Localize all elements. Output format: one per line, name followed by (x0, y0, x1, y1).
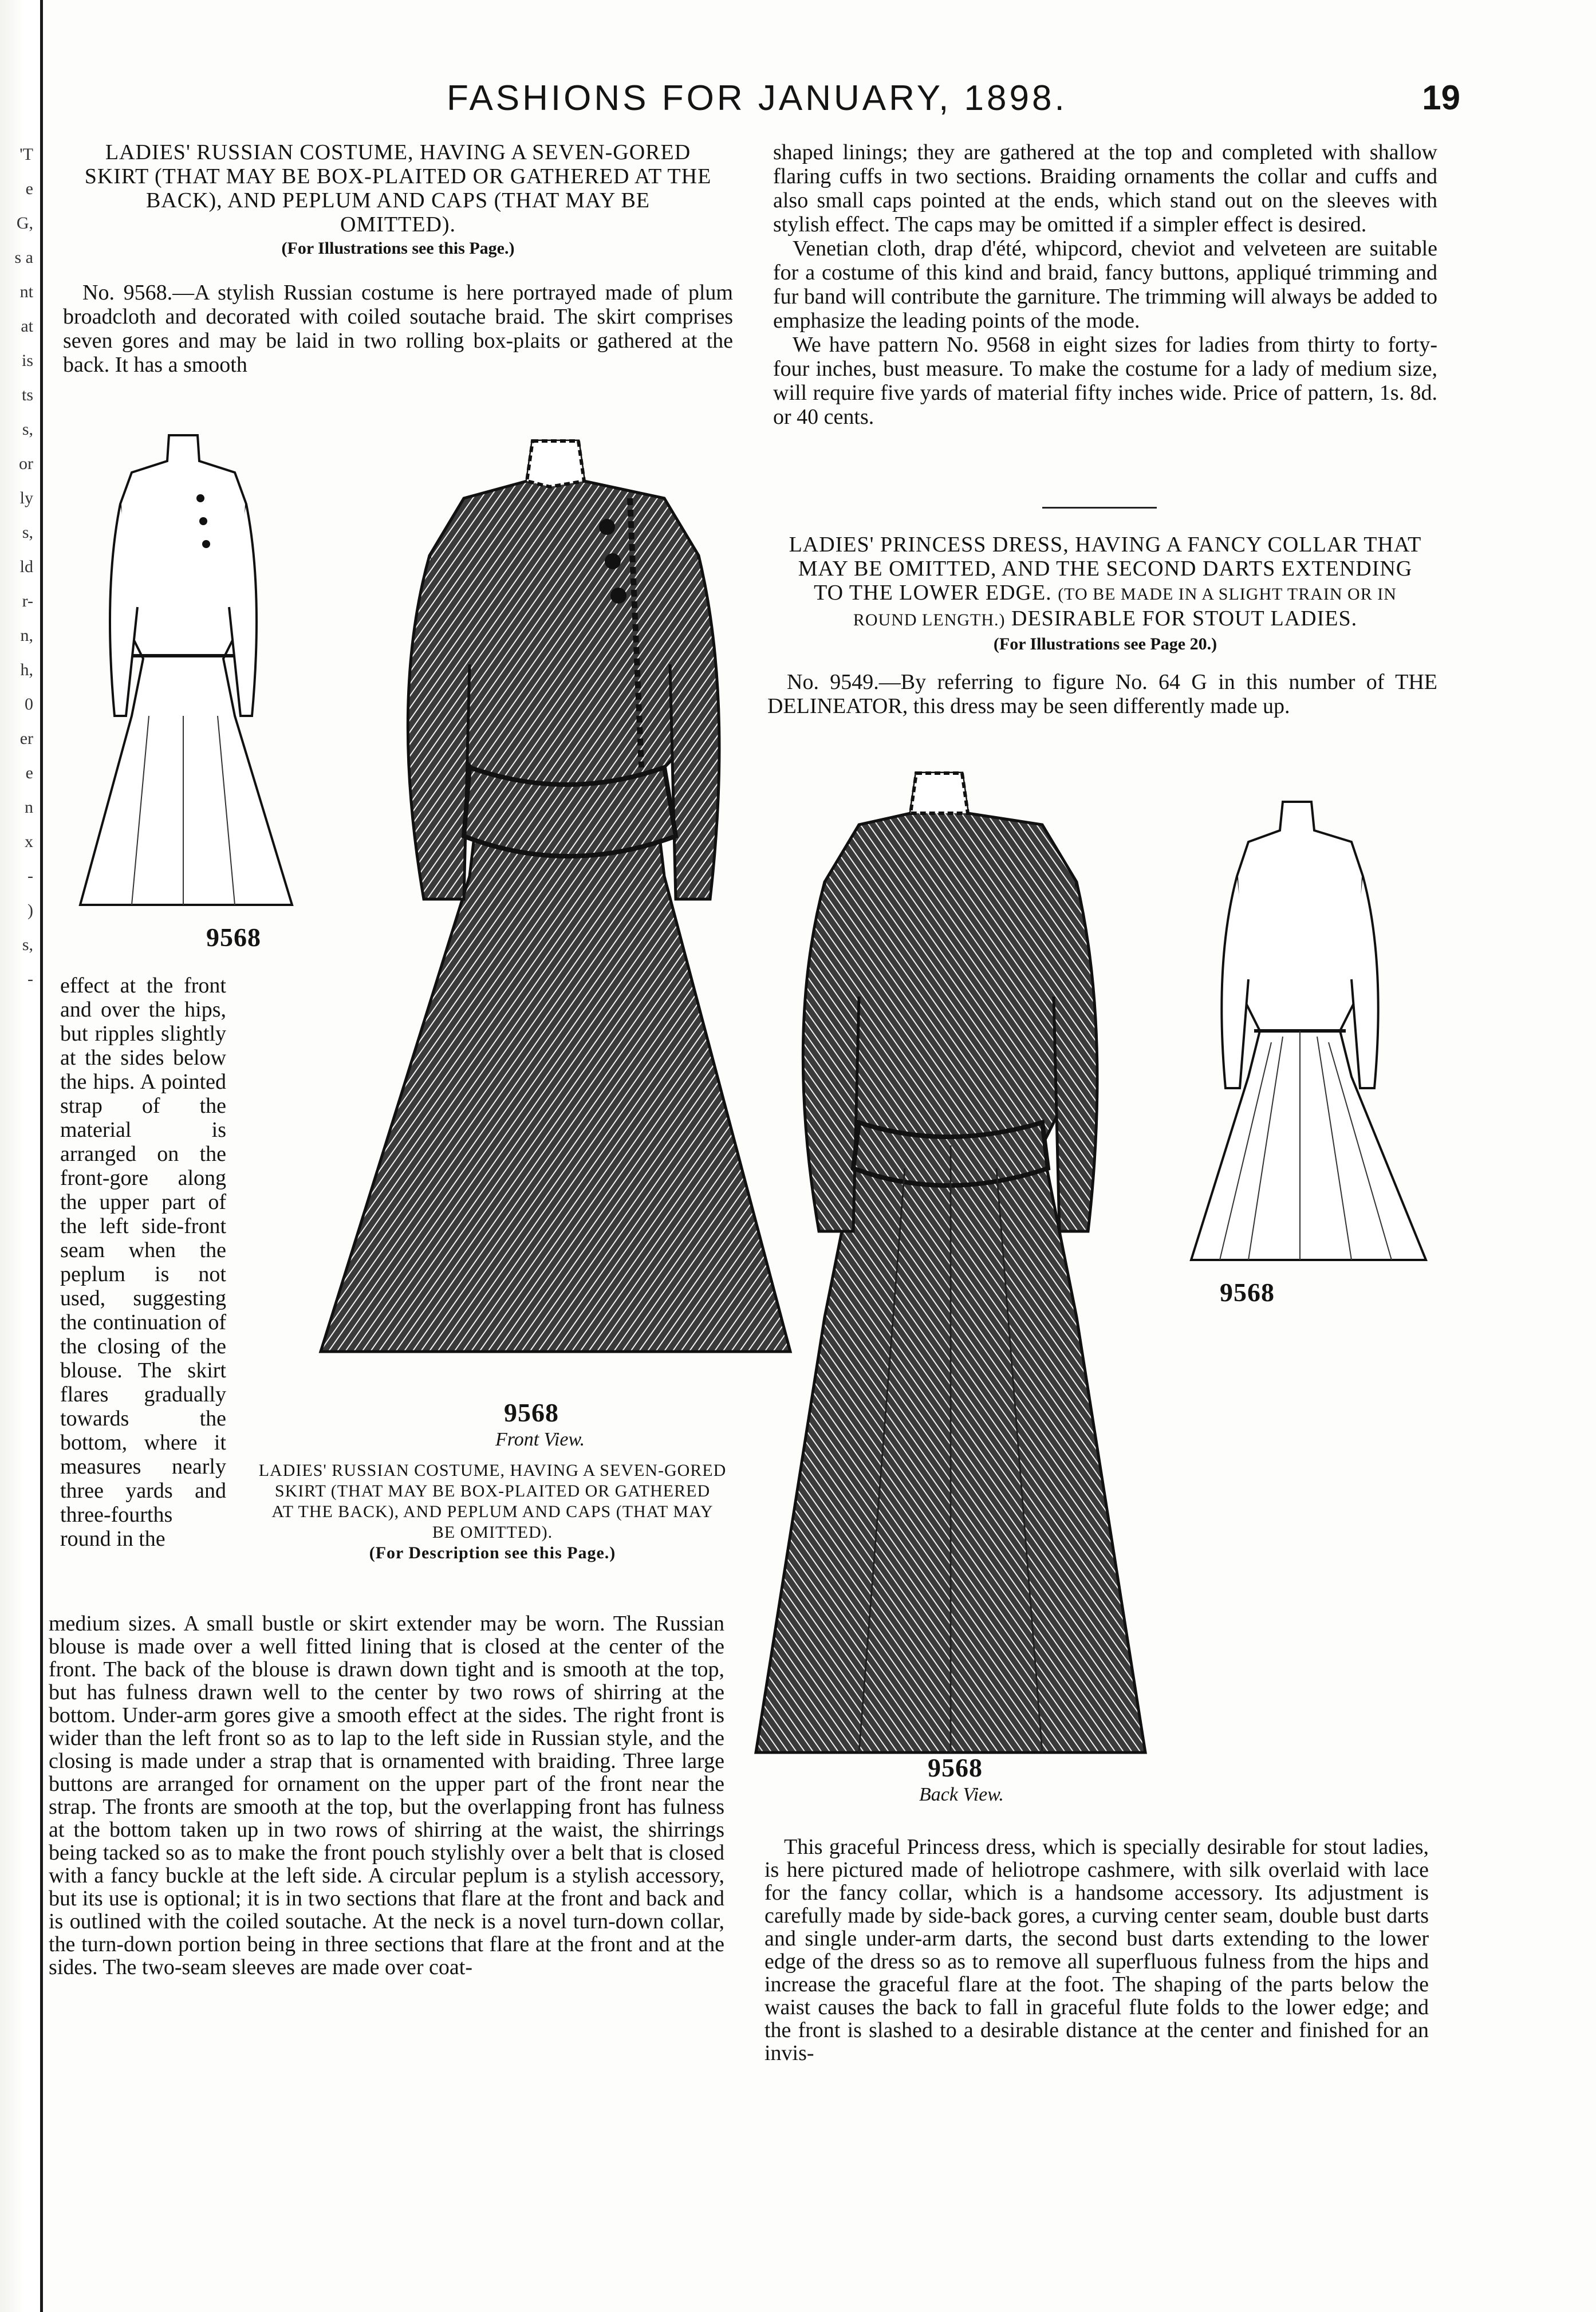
article1-cont-p1: shaped linings; they are gathered at the top and completed with shallow flaring cuffs in two sections. Braiding ornaments the collar and cuffs and also small caps pointed at the ends, which stand out on the sleeves with stylish effect. The caps may be omitted if a simpler effect is desired. (773, 140, 1437, 237)
article2-reference: (For Illustrations see Page 20.) (993, 635, 1217, 653)
article1-heading-line2: SKIRT (THAT MAY BE BOX-PLAITED OR GATHERED AT THE (84, 164, 712, 188)
margin-fragment: e (25, 763, 33, 782)
article2-body: This graceful Princess dress, which is specially desirable for stout ladies, is here pictured made of heliotrope cashmere, with silk overlaid with lace for the fancy collar, which is a handsome accessory. Its adjustment is carefully made by side-back gores, a curving center seam, double bust darts and single under-arm darts, the second bust darts extending to the lower edge of the dress so as to remove all superfluous fulness from the hips and increase the graceful flare at the foot. The shaping of the parts below the waist causes the back to fall in graceful flute folds to the lower edge; and the front is slashed to a desirable distance at the center and finished for an invis- (764, 1835, 1429, 2065)
figure-back-view-number: 9568 (928, 1753, 983, 1782)
margin-fragment: - (27, 866, 33, 885)
article2-heading-line3b: (TO BE MADE IN A SLIGHT TRAIN OR IN (1058, 585, 1397, 604)
margin-fragment: r- (22, 592, 33, 611)
margin-fragment: 0 (25, 695, 33, 714)
margin-fragment: er (19, 729, 33, 748)
adjacent-page-fragments (5, 137, 33, 997)
margin-fragment: s a (14, 248, 33, 267)
article1-continuation (773, 140, 1437, 429)
margin-fragment: n (25, 798, 33, 817)
margin-fragment: 'T (19, 145, 33, 164)
margin-fragment: ts (21, 385, 33, 404)
figure-small-front-number: 9568 (206, 923, 261, 952)
figure-back-view (744, 756, 1157, 1805)
margin-fragment: G, (16, 214, 33, 233)
margin-fragment: at (21, 317, 33, 336)
article1-body: medium sizes. A small bustle or skirt extender may be worn. The Russian blouse is made over a well fitted lining that is closed at the center of the front. The back of the blouse is drawn down tight and is smooth at the top, but has fulness drawn well to the center by two rows of shirring at the bottom. Under-arm gores give a smooth effect at the sides. The right front is wider than the left front so as to lap to the left side in Russian style, and the closing is made under a strap that is ornamented with braiding. Three large buttons are arranged for ornament on the upper part of the front near the strap. The fronts are smooth at the top, but the overlapping front has fulness at the bottom taken up in two rows of shirring at the waist, the shirrings being tacked so as to make the front pouch stylishly over a belt that is closed with a fancy buckle at the left side. A circular peplum is a stylish accessory, but its use is optional; it is in two sections that flare at the front and back and is outlined with the coiled soutache. At the neck is a novel turn-down collar, the turn-down portion being in three sections that flare at the front and at the sides. The two-seam sleeves are made over coat- (49, 1612, 724, 1979)
caption-reference: (For Description see this Page.) (369, 1543, 616, 1562)
article2-intro: No. 9549.—By referring to figure No. 64 G in this number of THE DELINEATOR, this dress may be seen differently made up. (767, 670, 1437, 718)
margin-fragment: s, (22, 935, 33, 954)
margin-fragment: nt (19, 282, 33, 301)
figure-small-back-number: 9568 (1220, 1278, 1275, 1307)
figure-front-view-label: Front View. (495, 1429, 585, 1450)
figure-front-view (298, 424, 813, 1450)
caption-line1: LADIES' RUSSIAN COSTUME, HAVING A SEVEN-GORED (258, 1461, 727, 1480)
caption-line4: BE OMITTED). (432, 1523, 553, 1542)
margin-fragment: or (19, 454, 33, 473)
caption-line3: AT THE BACK), AND PEPLUM AND CAPS (THAT MAY (271, 1502, 714, 1521)
article2-heading (767, 533, 1443, 656)
figure-small-back (1162, 790, 1437, 1307)
margin-fragment: ) (27, 901, 33, 920)
article1-heading-line1: LADIES' RUSSIAN COSTUME, HAVING A SEVEN-GORED (105, 140, 691, 164)
margin-fragment: - (27, 970, 33, 988)
article2-heading-line2: MAY BE OMITTED, AND THE SECOND DARTS EXTENDING (798, 557, 1413, 581)
margin-fragment: n, (20, 626, 33, 645)
margin-fragment: x (25, 832, 33, 851)
article1-reference: (For Illustrations see this Page.) (281, 239, 515, 258)
article1-cont-p2: Venetian cloth, drap d'été, whipcord, cheviot and velveteen are suitable for a costume of this kind and braid, fancy buttons, appliqué trimming and fur band will contribute the garniture. The trimming will always be added to emphasize the leading points of the mode. (773, 237, 1437, 333)
article1-narrow-column: effect at the front and over the hips, but ripples slightly at the sides below the hips. A pointed strap of the material is arranged on the front-gore along the upper part of the left side-front seam when the peplum is not used, suggesting the continuation of the closing of the blouse. The skirt flares gradually towards the bottom, where it measures nearly three yards and three-fourths round in the (60, 974, 226, 1551)
running-title: FASHIONS FOR JANUARY, 1898. (447, 78, 1067, 118)
article1-cont-p3: We have pattern No. 9568 in eight sizes for ladies from thirty to forty-four inches, bust measure. To make the costume for a lady of medium size, will require five yards of material fifty inches wide. Price of pattern, 1s. 8d. or 40 cents. (773, 333, 1437, 429)
margin-fragment: ld (19, 557, 33, 576)
figure-small-front (63, 418, 304, 952)
article2-heading-line4b: DESIRABLE FOR STOUT LADIES. (1011, 606, 1358, 631)
article2-heading-line4a: ROUND LENGTH.) (853, 611, 1006, 629)
figure-front-view-number: 9568 (504, 1398, 559, 1427)
margin-fragment: s, (22, 523, 33, 542)
article2-heading-line3a: TO THE LOWER EDGE. (814, 581, 1052, 605)
article2-heading-line1: LADIES' PRINCESS DRESS, HAVING A FANCY COLLAR THAT (789, 533, 1422, 557)
page-header (74, 78, 1460, 124)
margin-fragment: ly (19, 489, 33, 507)
section-divider (1042, 507, 1157, 509)
margin-fragment: s, (22, 420, 33, 439)
figure-back-view-label: Back View. (919, 1784, 1004, 1805)
article1-heading-line3: BACK), AND PEPLUM AND CAPS (THAT MAY BE (145, 188, 651, 212)
margin-fragment: h, (20, 660, 33, 679)
margin-fragment: is (21, 351, 33, 370)
page-number: 19 (1422, 78, 1460, 117)
figure-front-caption (241, 1460, 744, 1563)
caption-line2: SKIRT (THAT MAY BE BOX-PLAITED OR GATHERED (274, 1482, 711, 1500)
article1-heading-line4: OMITTED). (340, 212, 456, 237)
margin-fragment: e (25, 179, 33, 198)
article1-heading (57, 140, 739, 261)
article1-intro: No. 9568.—A stylish Russian costume is here portrayed made of plum broadcloth and decorated with coiled soutache braid. The skirt comprises seven gores and may be laid in two rolling box-plaits or gathered at the back. It has a smooth (63, 281, 733, 377)
